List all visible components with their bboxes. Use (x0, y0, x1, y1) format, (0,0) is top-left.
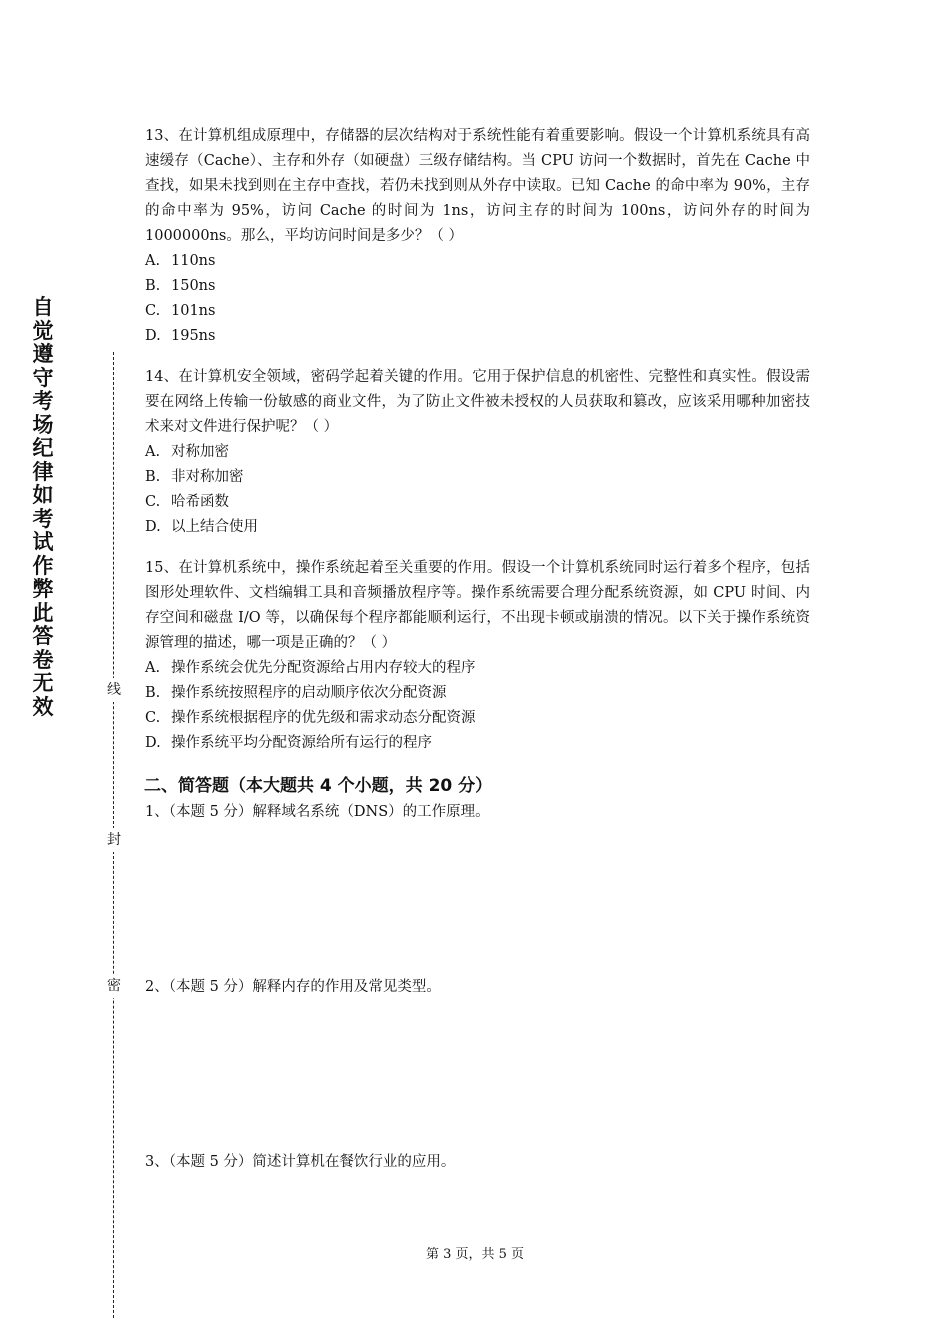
short-question-2: 2、（本题 5 分）解释内存的作用及常见类型。 (145, 979, 441, 995)
binding-mark-secret: 密 (104, 974, 124, 998)
option-a: A. 110ns (145, 253, 216, 269)
question-stem: 13、在计算机组成原理中，存储器的层次结构对于系统性能有着重要影响。假设一个计算机系统具有高速缓存（Cache）、主存和外存（如硬盘）三级存储结构。当 CPU 访问一个数据时，首先在 Cache 中查找，如果未找到则在主存中查找，若仍未找到则从外存中读取。已知 Cache 的命中率为 90%，主存的命中率为 95%，访问 Cache 的时间为 1ns，访问主存的时间为 100ns，访问外存的时间为 1000000ns。那么，平均访问时间是多少？（ ） (145, 128, 810, 244)
binding-mark-line: 线 (104, 678, 124, 702)
option-b: B. 操作系统按照程序的启动顺序依次分配资源 (145, 685, 447, 701)
option-c: C. 操作系统根据程序的优先级和需求动态分配资源 (145, 710, 476, 726)
question-15 (145, 556, 810, 756)
exam-content (145, 124, 810, 1174)
option-d: D. 操作系统平均分配资源给所有运行的程序 (145, 735, 432, 751)
question-14 (145, 365, 810, 540)
short-question-1: 1、（本题 5 分）解释域名系统（DNS）的工作原理。 (145, 804, 490, 820)
page-footer: 第 3 页，共 5 页 (425, 1247, 525, 1262)
question-stem: 15、在计算机系统中，操作系统起着至关重要的作用。假设一个计算机系统同时运行着多个程序，包括图形处理软件、文档编辑工具和音频播放程序等。操作系统需要合理分配系统资源，如 CPU 时间、内存空间和磁盘 I/O 等，以确保每个程序都能顺利运行，不出现卡顿或崩溃的情况。以下关于操作系统资源管理的描述，哪一项是正确的？（ ） (145, 560, 810, 651)
option-d: D. 195ns (145, 328, 216, 344)
question-13 (145, 124, 810, 349)
exam-rule-vertical-title: 自觉遵守考场纪律如考试作弊此答卷无效 (32, 295, 54, 719)
option-d: D. 以上结合使用 (145, 519, 258, 535)
short-question-3: 3、（本题 5 分）简述计算机在餐饮行业的应用。 (145, 1154, 456, 1170)
question-stem: 14、在计算机安全领域，密码学起着关键的作用。它用于保护信息的机密性、完整性和真实性。假设需要在网络上传输一份敏感的商业文件，为了防止文件被未授权的人员获取和篡改，应该采用哪种加密技术来对文件进行保护呢？（ ） (145, 369, 810, 435)
option-a: A. 对称加密 (145, 444, 229, 460)
option-c: C. 哈希函数 (145, 494, 229, 510)
section-2-title: 二、简答题（本大题共 4 个小题，共 20 分） (144, 776, 493, 796)
option-a: A. 操作系统会优先分配资源给占用内存较大的程序 (145, 660, 476, 676)
option-b: B. 非对称加密 (145, 469, 244, 485)
binding-mark-seal: 封 (104, 828, 124, 852)
option-c: C. 101ns (145, 303, 216, 319)
option-b: B. 150ns (145, 278, 216, 294)
